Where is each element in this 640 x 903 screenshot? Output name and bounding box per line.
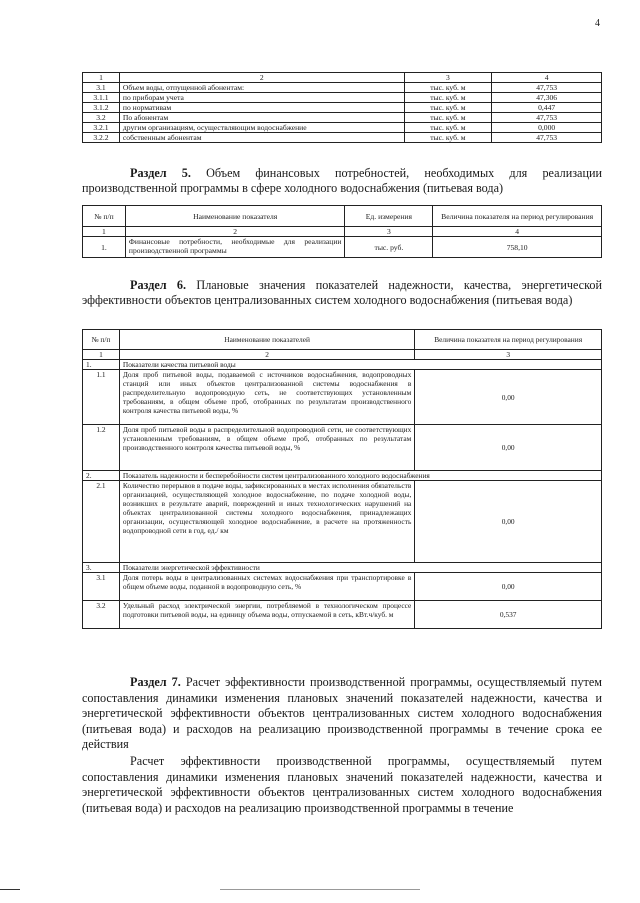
row-name: Финансовые потребности, необходимые для реализации производственной программы [125,237,345,258]
header-cell: Величина показателя на период регулирования [433,206,602,227]
group-number: 1. [83,360,120,370]
column-number: 1 [83,227,126,237]
section-7-title: Расчет эффективности производственной программы, осуществляемый путем сопоставления динамики изменения плановых значений показателей надежности, качества и энергетической эффективности объектов централизованных систем холодного водоснабжения (питьевая вода) и расходов на реализацию производственной программы в течение срока ее действия [82,675,602,752]
financial-needs-table [82,205,602,258]
header-cell: 1 [83,73,120,83]
row-value: 0,00 [415,481,602,563]
row-unit: тыс. куб. м [404,113,492,123]
row-number: 1.1 [83,370,120,425]
group-number: 2. [83,471,120,481]
row-unit: тыс. куб. м [404,93,492,103]
table-number-row [83,350,602,360]
table-row [83,103,602,113]
group-title: Показатели энергетической эффективности [119,563,601,573]
row-number: 3.2 [83,601,120,629]
table-row [83,370,602,425]
row-name: Удельный расход электрической энергии, потребляемой в технологическом процессе подготовки питьевой воды, на единицу объема воды, отпускаемой в сеть, кВт.ч/куб. м [119,601,414,629]
column-number: 2 [119,350,414,360]
indicators-table [82,329,602,629]
row-name: Доля проб питьевой воды, подаваемой с источников водоснабжения, водопроводных станций или иных объектов централизованной системы водоснабжения в распределительную водопроводную сеть, не соответствующих установленным требованиям, в общем объеме проб, отобранных по результатам производственного контроля качества питьевой воды, % [119,370,414,425]
row-name: Количество перерывов в подаче воды, зафиксированных в местах исполнения обязательств организацией, осуществляющей холодное водоснабжение, по подаче холодной воды, возникших в результате аварий, повреждений и иных технологических нарушений на объектах централизованной системы холодного водоснабжения, принадлежащих организации, осуществляющей холодное водоснабжение, в расчете на протяженность водопроводной сети в год, ед./ км [119,481,414,563]
row-number: 2.1 [83,481,120,563]
row-value: 47,306 [492,93,602,103]
group-row [83,471,602,481]
section-5-heading [82,166,602,196]
section-7-paragraph: Расчет эффективности производственной программы, осуществляемый путем сопоставления динамики изменения плановых значений показателей надежности, качества и энергетической эффективности объектов централизованных систем холодного водоснабжения (питьевая вода) и расходов на реализацию производственной программы в течение [82,753,602,815]
section-5-label: Раздел 5. [130,166,191,180]
row-value: 758,10 [433,237,602,258]
table-row [83,113,602,123]
row-unit: тыс. руб. [345,237,433,258]
group-row [83,563,602,573]
section-7 [82,675,602,816]
section-6-heading [82,278,602,308]
water-volume-table [82,72,602,143]
row-number: 3.1.1 [83,93,120,103]
row-number: 1.2 [83,425,120,471]
row-unit: тыс. куб. м [404,133,492,143]
row-unit: тыс. куб. м [404,103,492,113]
header-cell: № п/п [83,206,126,227]
table-row [83,133,602,143]
table-number-row [83,227,602,237]
header-cell: 2 [119,73,404,83]
row-name: собственным абонентам [119,133,404,143]
section-7-heading [82,675,602,753]
table-row [83,83,602,93]
table-row [83,93,602,103]
footer-mark [0,889,20,890]
header-cell: 4 [492,73,602,83]
row-value: 0,00 [415,425,602,471]
header-cell: 3 [404,73,492,83]
table-row [83,481,602,563]
row-value: 0,537 [415,601,602,629]
column-number: 1 [83,350,120,360]
column-number: 4 [433,227,602,237]
row-value: 0,00 [415,573,602,601]
row-number: 3.2 [83,113,120,123]
row-value: 47,753 [492,113,602,123]
group-number: 3. [83,563,120,573]
table-row [83,123,602,133]
group-row [83,360,602,370]
table-row [83,425,602,471]
row-name: другим организациям, осуществляющим водоснабжение [119,123,404,133]
table-row [83,601,602,629]
section-6-label: Раздел 6. [130,278,187,292]
row-number: 1. [83,237,126,258]
table-row [83,237,602,258]
table-header-row [83,73,602,83]
header-cell: Ед. измерения [345,206,433,227]
column-number: 3 [415,350,602,360]
row-value: 0,00 [415,370,602,425]
row-value: 47,753 [492,83,602,93]
row-value: 0,447 [492,103,602,113]
table-header-row [83,330,602,350]
page-number: 4 [595,18,600,29]
table-header-row [83,206,602,227]
group-title: Показатель надежности и бесперебойности систем централизованного холодного водоснабжения [119,471,601,481]
header-cell: Наименование показателей [119,330,414,350]
row-name: по приборам учета [119,93,404,103]
section-7-label: Раздел 7. [130,675,181,689]
row-name: Доля потерь воды в централизованных системах водоснабжения при транспортировке в общем объеме воды, поданной в водопроводную сеть, % [119,573,414,601]
header-cell: № п/п [83,330,120,350]
section-6-title: Плановые значения показателей надежности, качества, энергетической эффективности объектов централизованных систем холодного водоснабжения (питьевая вода) [82,278,603,307]
row-number: 3.1 [83,573,120,601]
group-title: Показатели качества питьевой воды [119,360,601,370]
row-name: По абонентам [119,113,404,123]
row-name: Объем воды, отпущенной абонентам: [119,83,404,93]
row-number: 3.1.2 [83,103,120,113]
row-unit: тыс. куб. м [404,123,492,133]
header-cell: Величина показателя на период регулирования [415,330,602,350]
row-number: 3.2.2 [83,133,120,143]
row-number: 3.1 [83,83,120,93]
header-cell: Наименование показателя [125,206,345,227]
row-name: по нормативам [119,103,404,113]
row-unit: тыс. куб. м [404,83,492,93]
footer-divider [220,889,420,890]
row-value: 47,753 [492,133,602,143]
column-number: 3 [345,227,433,237]
section-5-title: Объем финансовых потребностей, необходимых для реализации производственной программы в сфере холодного водоснабжения (питьевая вода) [82,166,603,195]
row-number: 3.2.1 [83,123,120,133]
table-row [83,573,602,601]
row-name: Доля проб питьевой воды в распределительной водопроводной сети, не соответствующих установленным требованиям, в общем объеме проб, отобранных по результатам производственного контроля качества питьевой воды, % [119,425,414,471]
column-number: 2 [125,227,345,237]
row-value: 0,000 [492,123,602,133]
